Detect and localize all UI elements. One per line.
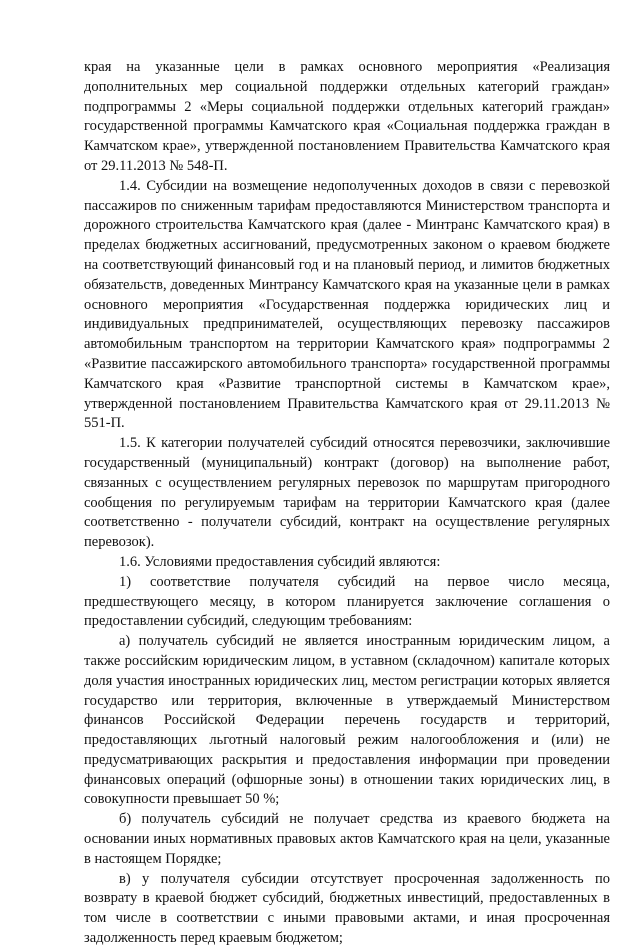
paragraph-1-6: 1.6. Условиями предоставления субсидий являются: (119, 553, 441, 570)
paragraph-1-5: 1.5. К категории получателей субсидий относятся перевозчики, заключившие государственный (муниципальный) контракт (договор) на выполнение работ, связанных с осуществлением регулярных перевозок по маршрутам пригородного сообщения по регулируемым тарифам на территории Камчатского края (далее соответственно - получатели субсидий, контракт на осуществление регулярных перевозок). (84, 435, 610, 551)
paragraph-condition-v: в) у получателя субсидии отсутствует просроченная задолженность по возврату в краевой бюджет субсидий, бюджетных инвестиций, предоставленных в том числе в соответствии с иными правовыми актами, и иная просроченная задолженность перед краевым бюджетом; (84, 870, 610, 947)
paragraph-1-4: 1.4. Субсидии на возмещение недополученных доходов в связи с перевозкой пассажиров по сниженным тарифам предоставляются Министерством транспорта и дорожного строительства Камчатского края (далее - Минтранс Камчатского края) в пределах бюджетных ассигнований, предусмотренных законом о краевом бюджете на соответствующий финансовый год и на плановый период, и лимитов бюджетных обязательств, доведенных Минтрансу Камчатского края на указанные цели в рамках основного мероприятия «Государственная поддержка юридических лиц и индивидуальных предпринимателей, осуществляющих перевозку пассажиров автомобильным транспортом на территории Камчатского края» подпрограммы 2 «Развитие пассажирского автомобильного транспорта» государственной программы Камчатского края «Развитие транспортной системы в Камчатском крае», утвержденной постановлением Правительства Камчатского края от 29.11.2013 № 551-П. (84, 177, 610, 432)
paragraph-condition-1: 1) соответствие получателя субсидий на первое число месяца, предшествующего месяцу, в котором планируется заключение соглашения о предоставлении субсидий, следующим требованиям: (84, 573, 610, 630)
paragraph-continuation: края на указанные цели в рамках основного мероприятия «Реализация дополнительных мер социальной поддержки отдельных категорий граждан» подпрограммы 2 «Меры социальной поддержки отдельных категорий граждан» государственной программы Камчатского края «Социальная поддержка граждан в Камчатском крае», утвержденной постановлением Правительства Камчатского края от 29.11.2013 № 548-П. (84, 59, 610, 174)
paragraph-condition-a: а) получатель субсидий не является иностранным юридическим лицом, а также российским юридическим лицом, в уставном (складочном) капитале которых доля участия иностранных юридических лиц, местом регистрации которых является государство или территория, включенные в утверждаемый Министерством финансов Российской Федерации перечень государств и территорий, предоставляющих льготный налоговый режим налогообложения и (или) не предусматривающих раскрытия и предоставления информации при проведении финансовых операций (офшорные зоны) в отношении таких юридических лиц, в совокупности превышает 50 %; (84, 633, 610, 808)
paragraph-condition-b: б) получатель субсидий не получает средства из краевого бюджета на основании иных нормативных правовых актов Камчатского края на цели, указанные в настоящем Порядке; (84, 811, 610, 867)
document-body (84, 58, 610, 949)
